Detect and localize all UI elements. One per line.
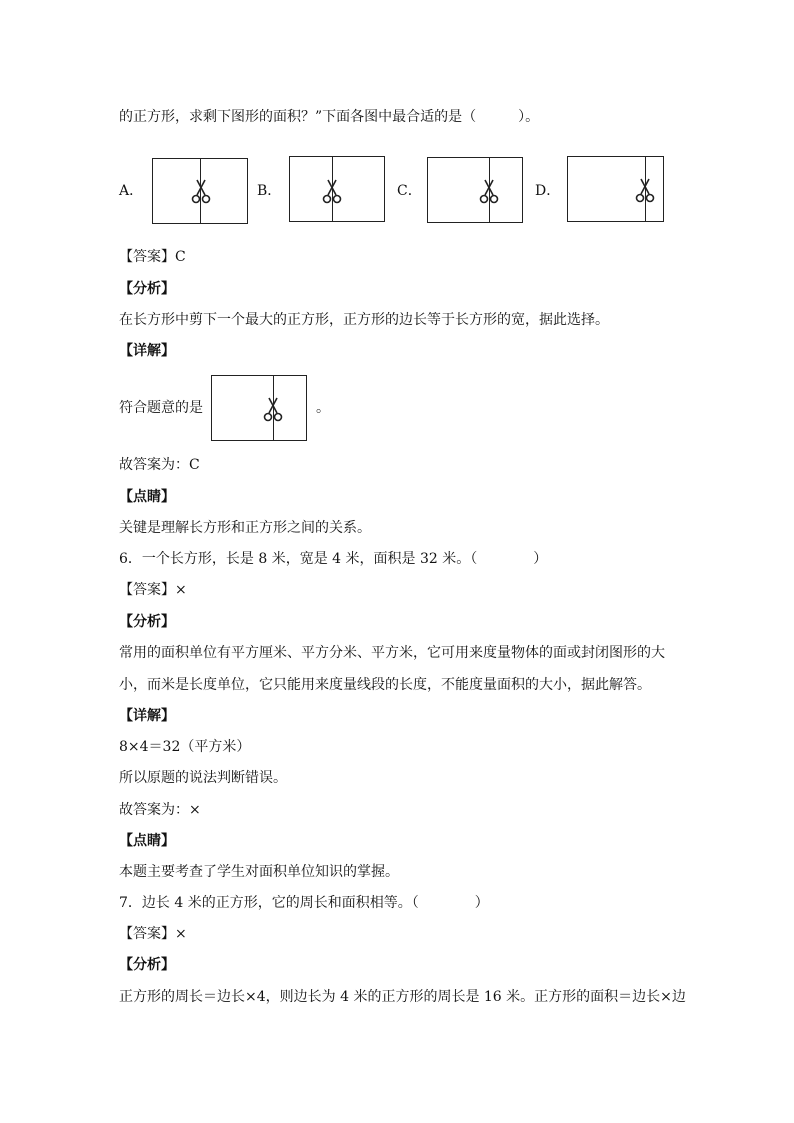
analysis-7-heading: 【分析】 (119, 957, 175, 973)
final-answer-5: 故答案为：C (119, 457, 200, 473)
question-7-text: 7．边长 4 米的正方形，它的周长和面积相等。（ ） (119, 895, 489, 911)
analysis-5-heading: 【分析】 (119, 281, 175, 297)
option-c-figure (427, 157, 523, 223)
analysis-6-line-2: 小，而米是长度单位，它只能用来度量线段的长度，不能度量面积的大小，据此解答。 (119, 677, 651, 693)
detail-6-line-1: 8×4＝32（平方米） (119, 739, 251, 755)
option-b-label: B． (257, 183, 282, 199)
answer-5: 【答案】C (119, 249, 186, 265)
detail-5-text: 符合题意的是 (119, 400, 203, 416)
option-d-label: D． (535, 183, 561, 199)
option-a-figure (152, 158, 248, 224)
analysis-7-text: 正方形的周长＝边长×4，则边长为 4 米的正方形的周长是 16 米。正方形的面积＝边长×边 (119, 989, 686, 1005)
detail-6-heading: 【详解】 (119, 708, 175, 724)
option-b-figure (289, 156, 385, 222)
analysis-6-line-1: 常用的面积单位有平方厘米、平方分米、平方米，它可用来度量物体的面或封闭图形的大 (119, 645, 665, 661)
detail-5-heading: 【详解】 (119, 343, 175, 359)
point-5-text: 关键是理解长方形和正方形之间的关系。 (119, 520, 371, 536)
analysis-5-text: 在长方形中剪下一个最大的正方形，正方形的边长等于长方形的宽，据此选择。 (119, 312, 609, 328)
point-5-heading: 【点睛】 (119, 489, 175, 505)
scissors-icon (263, 397, 283, 423)
point-6-text: 本题主要考查了学生对面积单位知识的掌握。 (119, 864, 399, 880)
answer-figure (211, 375, 307, 441)
option-d-figure (567, 156, 664, 222)
question-6-text: 6．一个长方形，长是 8 米，宽是 4 米，面积是 32 米。（ ） (119, 551, 548, 567)
final-answer-6: 故答案为：× (119, 802, 201, 818)
detail-6-line-2: 所以原题的说法判断错误。 (119, 770, 287, 786)
option-c-label: C． (397, 183, 422, 199)
scissors-icon (191, 179, 211, 205)
scissors-icon (479, 179, 499, 205)
detail-5-period: 。 (316, 400, 330, 416)
option-a-label: A． (119, 183, 144, 199)
point-6-heading: 【点睛】 (119, 833, 175, 849)
scissors-icon (322, 179, 342, 205)
scissors-icon (635, 178, 655, 204)
answer-6: 【答案】× (119, 582, 187, 598)
question-5-text: 的正方形，求剩下图形的面积？”下面各图中最合适的是（ ）。 (119, 109, 540, 125)
answer-7: 【答案】× (119, 926, 187, 942)
analysis-6-heading: 【分析】 (119, 614, 175, 630)
